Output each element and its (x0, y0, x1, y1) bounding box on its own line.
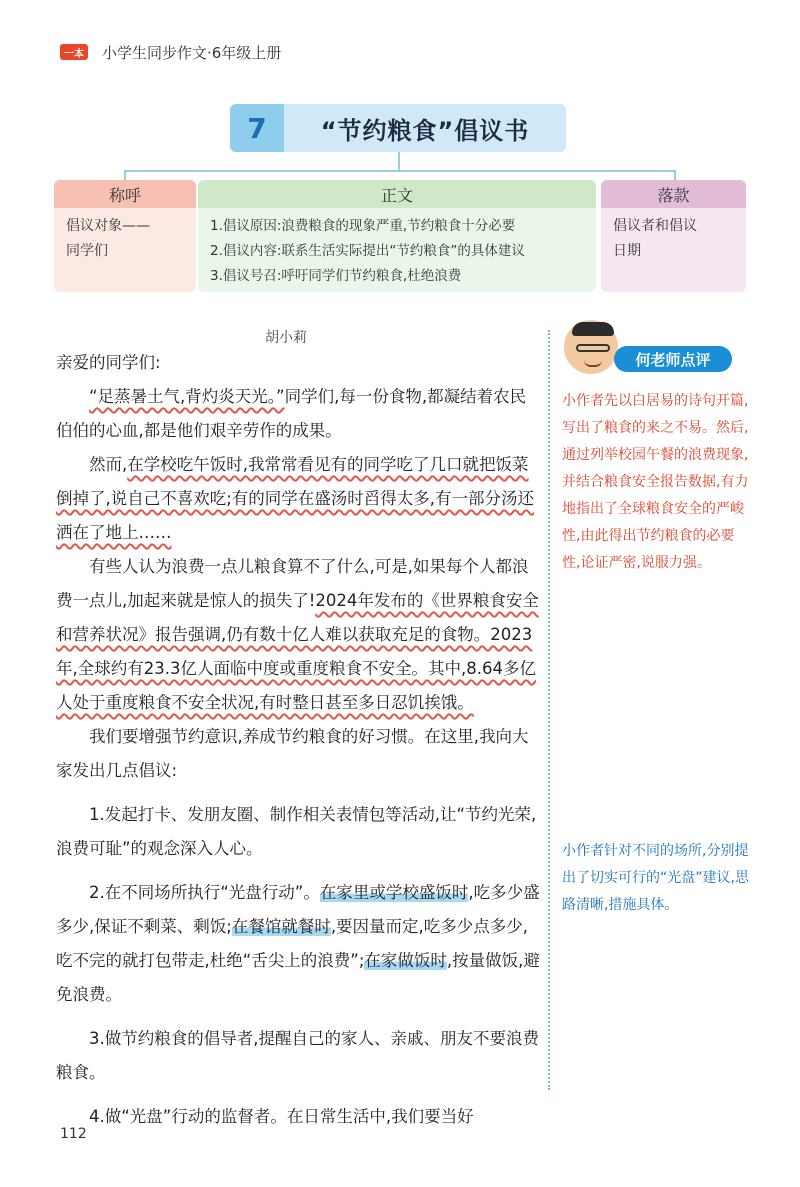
poem-quote: “足蒸暑土气,背灼炎天光。” (89, 387, 285, 406)
margin-divider (548, 330, 550, 1090)
highlighted-text: 在家做饭时 (364, 951, 447, 970)
outline-signature-box (601, 180, 746, 292)
book-title: 小学生同步作文·6年级上册 (102, 43, 282, 62)
chapter-title: “节约粮食”倡议书 (320, 116, 530, 145)
outline-line: 倡议者和倡议 (613, 218, 697, 234)
outline-connector (398, 152, 400, 170)
outline-salutation-box (54, 180, 196, 292)
teacher-comment: 小作者针对不同的场所,分别提出了切实可行的“光盘”建议,思路清晰,措施具体。 (562, 843, 749, 913)
teacher-avatar (562, 318, 620, 376)
outline-signature-heading: 落款 (601, 180, 746, 208)
highlighted-text: 在家里或学校盛饭时 (319, 883, 469, 902)
outline-line: 倡议对象—— (66, 218, 150, 234)
essay-paragraph: 有些人认为浪费一点儿粮食算不了什么,可是,如果每个人都浪费一点儿,加起来就是惊人的损失了!2024年发布的《世界粮食安全和营养状况》报告强调,仍有数十亿人难以获取充足的食物。2023年,全球约有23.3亿人面临中度或重度粮食不安全。其中,8.64多亿人处于重度粮食不安全状况,有时整日甚至多日忍饥挨饿。 (56, 557, 539, 712)
teacher-comment-label: 何老师点评 (614, 346, 732, 372)
outline-salutation-heading: 称呼 (54, 180, 196, 208)
brand-logo: 一本 (60, 44, 88, 60)
page-number: 112 (60, 1126, 87, 1142)
outline-line: 2.倡议内容:联系生活实际提出“节约粮食”的具体建议 (210, 243, 525, 259)
outline-line: 同学们 (66, 243, 108, 259)
chapter-number: 7 (230, 104, 284, 152)
essay-paragraph: 4.做“光盘”行动的监督者。在日常生活中,我们要当好 (89, 1107, 474, 1126)
teacher-comment: 小作者先以白居易的诗句开篇,写出了粮食的来之不易。然后,通过列举校园午餐的浪费现象,并结合粮食安全报告数据,有力地指出了全球粮食安全的严峻性,由此得出节约粮食的必要性,论证严密,说服力强。 (562, 393, 749, 571)
page-header (60, 40, 281, 64)
outline-line: 1.倡议原因:浪费粮食的现象严重,节约粮食十分必要 (210, 218, 516, 234)
essay-paragraph: 3.做节约粮食的倡导者,提醒自己的家人、亲戚、朋友不要浪费粮食。 (56, 1029, 539, 1082)
outline-body-heading: 正文 (198, 180, 596, 208)
essay-paragraph: 我们要增强节约意识,养成节约粮食的好习惯。在这里,我向大家发出几点倡议: (56, 727, 529, 780)
outline-body-box (198, 180, 596, 292)
essay-paragraph: 2.在不同场所执行“光盘行动”。在家里或学校盛饭时,吃多少盛多少,保证不剩菜、剩饭;在餐馆就餐时,要因量而定,吃多少点多少,吃不完的就打包带走,杜绝“舌尖上的浪费”;在家做饭时,按量做饭,避免浪费。 (56, 883, 540, 1004)
underlined-text: 在学校吃午饭时,我常常看见有的同学吃了几口就把饭菜倒掉了,说自己不喜欢吃;有的同学在盛汤时舀得太多,有一部分汤还洒在了地上…… (56, 455, 535, 542)
essay-paragraph: 然而,在学校吃午饭时,我常常看见有的同学吃了几口就把饭菜倒掉了,说自己不喜欢吃;有的同学在盛汤时舀得太多,有一部分汤还洒在了地上…… (56, 455, 535, 542)
chapter-title-banner (230, 104, 566, 152)
outline-line: 日期 (613, 243, 641, 259)
essay-paragraph: “足蒸暑土气,背灼炎天光。”同学们,每一份食物,都凝结着农民伯伯的心血,都是他们艰辛劳作的成果。 (56, 387, 527, 440)
essay-greeting: 亲爱的同学们: (56, 353, 161, 372)
underlined-text: 2024年发布的《世界粮食安全和营养状况》报告强调,仍有数十亿人难以获取充足的食物。2023年,全球约有23.3亿人面临中度或重度粮食不安全。其中,8.64多亿人处于重度粮食不安全状况,有时整日甚至多日忍饥挨饿。 (56, 591, 539, 712)
outline-connector (124, 170, 676, 172)
essay-body (56, 346, 540, 1134)
outline-line: 3.倡议号召:呼吁同学们节约粮食,杜绝浪费 (210, 268, 462, 284)
highlighted-text: 在餐馆就餐时 (231, 917, 331, 936)
essay-author: 胡小莉 (265, 330, 307, 346)
essay-paragraph: 1.发起打卡、发朋友圈、制作相关表情包等活动,让“节约光荣,浪费可耻”的观念深入人心。 (56, 805, 537, 858)
teacher-badge (562, 318, 711, 376)
